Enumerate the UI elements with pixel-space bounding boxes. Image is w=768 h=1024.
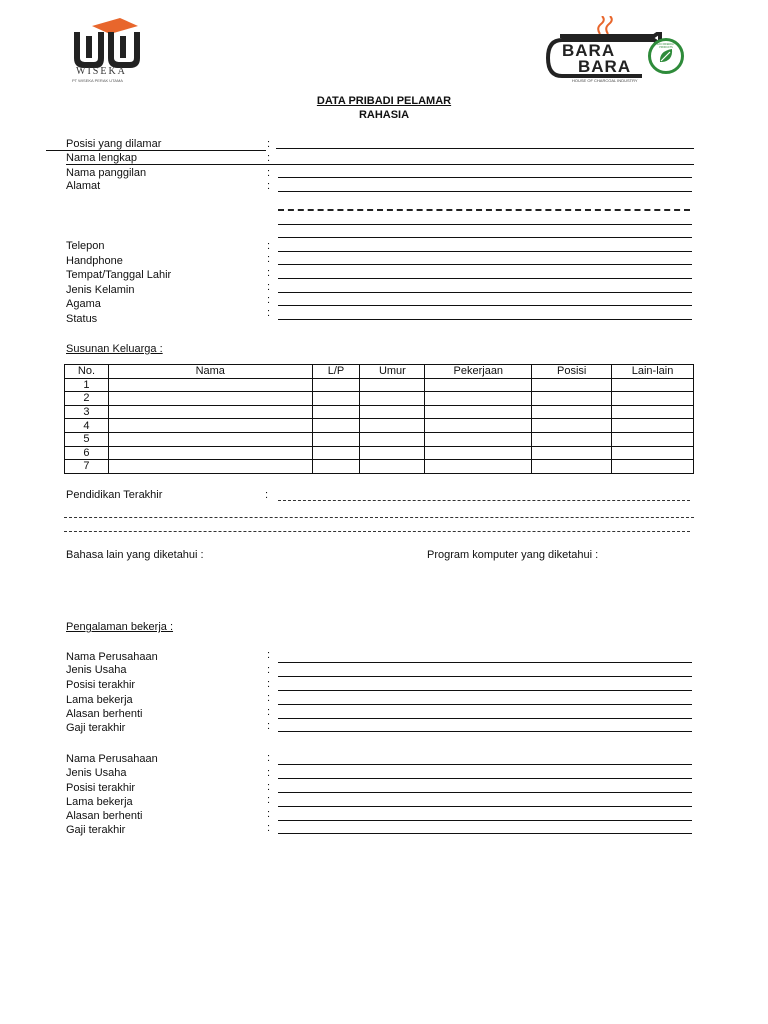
table-cell[interactable] (612, 405, 694, 419)
exp2-label-nama-perusahaan: Nama Perusahaan (66, 753, 158, 765)
field-label-ttl: Tempat/Tanggal Lahir (66, 269, 172, 281)
barabara-word-bottom: BARA (578, 57, 632, 76)
row-number: 6 (65, 446, 109, 460)
table-cell[interactable] (360, 419, 425, 433)
exp2-input-lama-bekerja[interactable] (278, 806, 692, 807)
field-label-nama-panggilan: Nama panggilan (66, 167, 147, 179)
table-cell[interactable] (425, 405, 532, 419)
form-title: DATA PRIBADI PELAMAR (316, 95, 452, 107)
field-label-agama: Agama (66, 298, 101, 310)
colon: : (267, 167, 271, 179)
row-number: 1 (65, 378, 109, 392)
wiseka-wordmark: WISEKA (76, 66, 127, 77)
table-row (65, 419, 694, 433)
colon: : (267, 152, 271, 164)
colon: : (267, 706, 271, 718)
input-line-status[interactable] (278, 319, 692, 320)
table-cell[interactable] (532, 378, 612, 392)
colon: : (267, 294, 271, 306)
exp1-input-jenis-usaha[interactable] (278, 676, 692, 677)
table-cell[interactable] (360, 392, 425, 406)
colon: : (267, 240, 271, 252)
table-cell[interactable] (532, 432, 612, 446)
table-cell[interactable] (108, 460, 312, 474)
exp1-input-lama-bekerja[interactable] (278, 704, 692, 705)
field-label-handphone: Handphone (66, 255, 123, 267)
col-header-pekerjaan: Pekerjaan (425, 365, 532, 379)
colon: : (267, 692, 271, 704)
exp2-input-posisi-terakhir[interactable] (278, 792, 692, 793)
exp1-input-nama-perusahaan[interactable] (278, 662, 692, 663)
row-number: 2 (65, 392, 109, 406)
table-cell[interactable] (108, 446, 312, 460)
col-header-umur: Umur (360, 365, 425, 379)
field-label-nama-lengkap: Nama lengkap (66, 152, 137, 164)
exp1-label-jenis-usaha: Jenis Usaha (66, 664, 127, 676)
experience-heading: Pengalaman bekerja : (66, 621, 174, 633)
input-line-handphone[interactable] (278, 264, 692, 265)
family-heading: Susunan Keluarga : (66, 343, 163, 355)
table-cell[interactable] (612, 446, 694, 460)
wiseka-logo-icon (70, 18, 146, 70)
table-cell[interactable] (532, 446, 612, 460)
colon: : (267, 808, 271, 820)
barabara-word-top: BARA (562, 41, 616, 60)
table-cell[interactable] (360, 405, 425, 419)
input-dashed-pendidikan-2[interactable] (64, 517, 694, 518)
col-header-no: No. (65, 365, 109, 379)
barabara-logo (542, 16, 692, 86)
exp1-label-alasan-berhenti: Alasan berhenti (66, 708, 143, 720)
table-cell[interactable] (425, 378, 532, 392)
table-cell[interactable] (612, 460, 694, 474)
table-cell[interactable] (425, 446, 532, 460)
row-number: 3 (65, 405, 109, 419)
table-cell[interactable] (108, 392, 312, 406)
field-label-telepon: Telepon (66, 240, 105, 252)
table-row (65, 405, 694, 419)
barabara-tagline: HOUSE OF CHARCOAL INDUSTRY (572, 78, 638, 83)
table-cell[interactable] (360, 460, 425, 474)
colon: : (267, 281, 271, 293)
table-cell[interactable] (108, 419, 312, 433)
eco-badge (648, 38, 684, 74)
table-row (65, 460, 694, 474)
table-cell[interactable] (612, 432, 694, 446)
table-cell[interactable] (360, 378, 425, 392)
field-label-alamat: Alamat (66, 180, 101, 192)
exp2-input-alasan-berhenti[interactable] (278, 820, 692, 821)
table-cell[interactable] (312, 378, 360, 392)
col-header-posisi: Posisi (532, 365, 612, 379)
form-subtitle: RAHASIA (358, 109, 410, 121)
input-line-agama[interactable] (278, 305, 692, 306)
exp2-label-alasan-berhenti: Alasan berhenti (66, 810, 143, 822)
wiseka-tagline: PT WISEKA PERAK UTAMA (72, 78, 123, 83)
exp2-input-nama-perusahaan[interactable] (278, 764, 692, 765)
table-cell[interactable] (612, 419, 694, 433)
table-cell[interactable] (312, 432, 360, 446)
table-cell[interactable] (532, 460, 612, 474)
languages-label: Bahasa lain yang diketahui : (66, 549, 204, 561)
table-row (65, 392, 694, 406)
table-cell[interactable] (108, 378, 312, 392)
exp1-input-posisi-terakhir[interactable] (278, 690, 692, 691)
exp1-label-nama-perusahaan: Nama Perusahaan (66, 651, 158, 663)
family-table (64, 364, 694, 474)
input-dashed-pendidikan[interactable] (278, 500, 690, 501)
table-cell[interactable] (612, 378, 694, 392)
input-line-alamat-4[interactable] (278, 237, 692, 238)
exp1-label-lama-bekerja: Lama bekerja (66, 694, 133, 706)
wiseka-logo (70, 18, 146, 86)
input-line-nama-lengkap[interactable] (66, 164, 694, 165)
exp2-label-gaji-terakhir: Gaji terakhir (66, 824, 126, 836)
exp1-label-posisi-terakhir: Posisi terakhir (66, 679, 136, 691)
table-cell[interactable] (425, 460, 532, 474)
table-cell[interactable] (312, 405, 360, 419)
computer-programs-label: Program komputer yang diketahui : (427, 549, 599, 561)
colon: : (265, 489, 269, 501)
table-cell[interactable] (108, 432, 312, 446)
table-cell[interactable] (360, 446, 425, 460)
colon: : (267, 767, 271, 779)
colon: : (267, 678, 271, 690)
table-cell[interactable] (425, 419, 532, 433)
exp1-input-gaji-terakhir[interactable] (278, 731, 692, 732)
colon: : (267, 253, 271, 265)
exp2-label-posisi-terakhir: Posisi terakhir (66, 782, 136, 794)
strike-line (46, 150, 266, 151)
row-number: 5 (65, 432, 109, 446)
table-cell[interactable] (612, 392, 694, 406)
input-line-alamat[interactable] (278, 191, 692, 192)
colon: : (267, 649, 271, 661)
input-dashed-pendidikan-3[interactable] (64, 531, 690, 532)
colon: : (267, 794, 271, 806)
table-cell[interactable] (108, 405, 312, 419)
input-line-jenis-kelamin[interactable] (278, 292, 692, 293)
row-number: 4 (65, 419, 109, 433)
input-line-alamat-3[interactable] (278, 224, 692, 225)
table-row (65, 378, 694, 392)
family-table-header (65, 365, 694, 379)
exp2-input-gaji-terakhir[interactable] (278, 833, 692, 834)
input-line-telepon[interactable] (278, 251, 692, 252)
input-line-nama-panggilan[interactable] (278, 177, 692, 178)
col-header-nama: Nama (108, 365, 312, 379)
exp1-input-alasan-berhenti[interactable] (278, 718, 692, 719)
table-cell[interactable] (312, 419, 360, 433)
exp2-label-jenis-usaha: Jenis Usaha (66, 767, 127, 779)
colon: : (267, 307, 271, 319)
input-line-posisi[interactable] (276, 148, 694, 149)
table-row (65, 432, 694, 446)
colon: : (267, 781, 271, 793)
field-label-pendidikan: Pendidikan Terakhir (66, 489, 163, 501)
table-cell[interactable] (425, 432, 532, 446)
table-cell[interactable] (532, 419, 612, 433)
table-row (65, 446, 694, 460)
eco-badge-text: ECO FRIENDLY PRODUCTS (657, 43, 675, 49)
col-header-lain-lain: Lain-lain (612, 365, 694, 379)
input-line-ttl[interactable] (278, 278, 692, 279)
colon: : (267, 822, 271, 834)
field-label-posisi: Posisi yang dilamar (66, 138, 162, 150)
exp2-input-jenis-usaha[interactable] (278, 778, 692, 779)
colon: : (267, 720, 271, 732)
row-number: 7 (65, 460, 109, 474)
table-cell[interactable] (312, 392, 360, 406)
table-cell[interactable] (312, 446, 360, 460)
table-cell[interactable] (312, 460, 360, 474)
colon: : (267, 267, 271, 279)
table-cell[interactable] (532, 405, 612, 419)
col-header-lp: L/P (312, 365, 360, 379)
table-cell[interactable] (360, 432, 425, 446)
colon: : (267, 180, 271, 192)
exp1-label-gaji-terakhir: Gaji terakhir (66, 722, 126, 734)
table-cell[interactable] (532, 392, 612, 406)
field-label-jenis-kelamin: Jenis Kelamin (66, 284, 135, 296)
colon: : (267, 752, 271, 764)
table-cell[interactable] (425, 392, 532, 406)
colon: : (267, 138, 271, 150)
input-dashed-alamat-2[interactable] (278, 209, 690, 211)
field-label-status: Status (66, 313, 98, 325)
colon: : (267, 664, 271, 676)
exp2-label-lama-bekerja: Lama bekerja (66, 796, 133, 808)
